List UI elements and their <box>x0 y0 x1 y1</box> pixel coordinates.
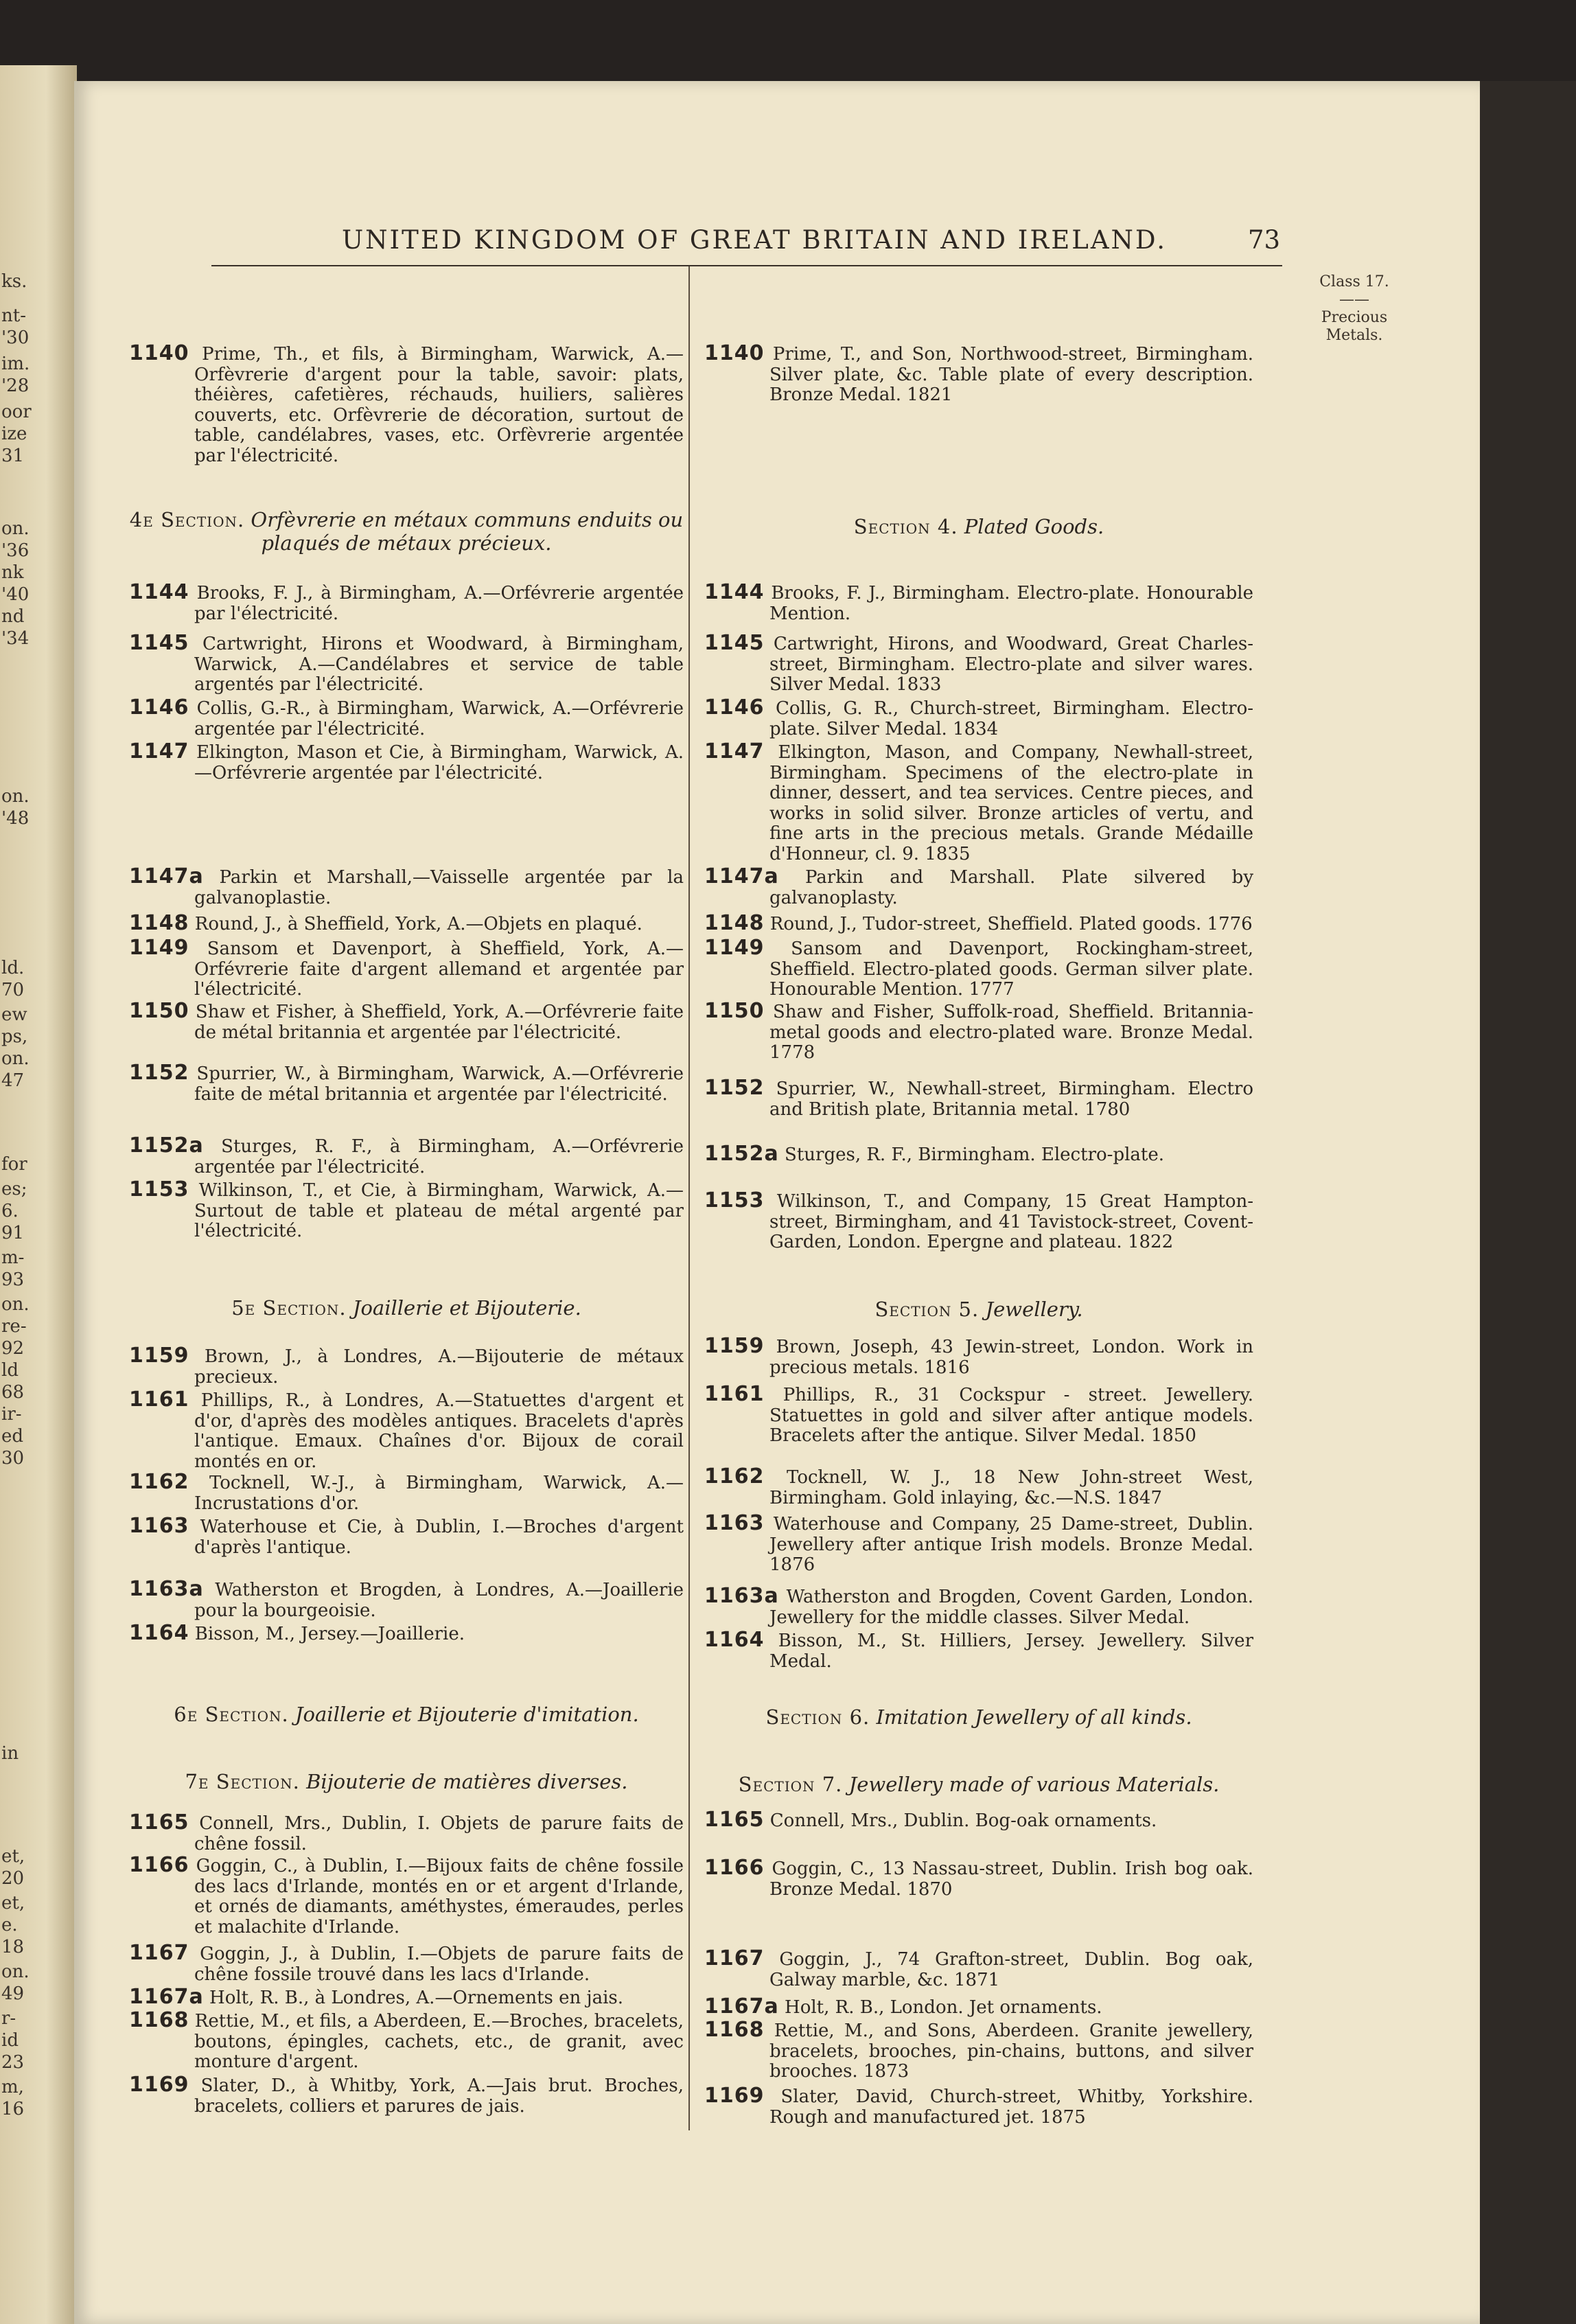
list-item <box>129 938 684 1000</box>
entry-number: 1145 <box>129 631 189 655</box>
margin-fragment: on. <box>1 786 30 807</box>
entry-text: Cartwright, Hirons et Woodward, à Birmingham, Warwick, A.—Candélabres et service de table argentés par l'électricité. <box>194 634 684 695</box>
section-title: Jewellery made of various Materials. <box>848 1773 1220 1796</box>
entry-number: 1168 <box>704 2018 765 2042</box>
entry-text: Prime, T., and Son, Northwood-street, Birmingham. Silver plate, &c. Table plate of every description. Bronze Medal. 1821 <box>769 344 1253 405</box>
margin-fragment: on. <box>1 518 30 539</box>
entry-number: 1149 <box>704 936 765 960</box>
list-item <box>129 1623 684 1645</box>
section-heading <box>129 1703 684 1726</box>
section-title: Plated Goods. <box>964 515 1104 538</box>
entry-text: Prime, Th., et fils, à Birmingham, Warwick, A.—Orfèvrerie d'argent pour la table, savoir: plats, théières, cafetières, réchauds, huiliers, salières couverts, etc. Orfèvrerie de décoration, surtout de table, candélabres, vases, etc. Orfèvrerie argentée par l'électricité. <box>194 344 684 466</box>
margin-fragment: 93 <box>1 1269 25 1290</box>
list-item <box>129 343 684 466</box>
entry-text: Collis, G.-R., à Birmingham, Warwick, A.—Orfévrerie argentée par l'électricité. <box>194 698 684 739</box>
margin-fragment: for <box>1 1154 27 1175</box>
entry-text: Rettie, M., et fils, a Aberdeen, E.—Broches, bracelets, boutons, épingles, cachets, etc., de granit, avec monture d'argent. <box>194 2011 684 2072</box>
list-item <box>129 741 684 783</box>
entry-number: 1149 <box>129 936 189 960</box>
entry-number: 1165 <box>704 1808 765 1832</box>
margin-fragment: 6. <box>1 1201 19 1221</box>
entry-number: 1169 <box>129 2073 189 2097</box>
entry-number: 1162 <box>704 1464 765 1488</box>
entry-text: Sansom and Davenport, Rockingham-street, Sheffield. Electro-plated goods. German silver plate. Honourable Mention. 1777 <box>769 939 1254 1000</box>
entry-number: 1153 <box>129 1177 189 1201</box>
entry-number: 1146 <box>129 695 189 720</box>
entry-number: 1147 <box>704 739 765 763</box>
section-heading <box>704 1298 1253 1321</box>
list-item <box>129 866 684 908</box>
list-item <box>704 913 1253 935</box>
entry-number: 1152 <box>704 1076 765 1100</box>
section-label: 7e Section. <box>185 1770 300 1793</box>
list-item <box>129 633 684 695</box>
section-heading <box>129 1770 684 1793</box>
header-rule <box>211 265 1282 266</box>
entry-number: 1159 <box>704 1334 765 1358</box>
entry-number: 1153 <box>704 1188 765 1212</box>
section-title: Jewellery. <box>985 1298 1083 1321</box>
side-note-line: Precious <box>1321 309 1388 326</box>
entry-text: Tocknell, W. J., 18 New John-street West, Birmingham. Gold inlaying, &c.—N.S. 1847 <box>769 1467 1253 1508</box>
entry-text: Wilkinson, T., et Cie, à Birmingham, Warwick, A.—Surtout de table et plateau de métal argenté par l'électricité. <box>194 1180 684 1241</box>
entry-text: Waterhouse et Cie, à Dublin, I.—Broches d'argent d'après l'antique. <box>194 1517 684 1558</box>
entry-text: Parkin et Marshall,—Vaisselle argentée par la galvanoplastie. <box>194 867 684 908</box>
side-note-line: Class 17. <box>1319 273 1389 290</box>
catalogue-page <box>74 81 1480 2324</box>
margin-fragment: '40 <box>1 584 30 605</box>
list-item <box>704 1630 1253 1672</box>
entry-number: 1168 <box>129 2008 189 2032</box>
list-item <box>704 343 1253 406</box>
margin-fragment: '48 <box>1 808 30 829</box>
list-item <box>704 1994 1253 2018</box>
section-title: Joaillerie et Bijouterie d'imitation. <box>294 1703 639 1726</box>
entry-number: 1147 <box>129 739 189 763</box>
entry-text: Brown, J., à Londres, A.—Bijouterie de métaux precieux. <box>194 1346 684 1388</box>
entry-number: 1144 <box>129 580 189 604</box>
entry-number: 1167 <box>129 1941 189 1965</box>
section-title: Bijouterie de matières diverses. <box>306 1770 628 1793</box>
class-side-note <box>1296 273 1413 345</box>
list-item <box>704 1466 1253 1508</box>
margin-fragment: ed <box>1 1426 24 1447</box>
margin-fragment: m- <box>1 1247 25 1268</box>
entry-text: Spurrier, W., Newhall-street, Birmingham. Electro and British plate, Britannia metal. 1780 <box>769 1079 1253 1120</box>
side-note-line: Metals. <box>1325 327 1383 344</box>
running-head: UNITED KINGDOM OF GREAT BRITAIN AND IRELAND. <box>342 225 1168 255</box>
list-item <box>704 1190 1253 1253</box>
entry-number: 1163 <box>704 1511 765 1535</box>
margin-fragment: 92 <box>1 1338 25 1359</box>
margin-fragment: ld <box>1 1360 19 1381</box>
list-item <box>129 1855 684 1937</box>
section-label: Section 6. <box>765 1705 870 1729</box>
list-item <box>129 695 684 739</box>
section-label: Section 5. <box>874 1298 980 1321</box>
margin-fragment: nd <box>1 606 25 627</box>
entry-number: 1163a <box>704 1584 779 1608</box>
entry-number: 1159 <box>129 1344 189 1368</box>
entry-text: Brown, Joseph, 43 Jewin-street, London. Work in precious metals. 1816 <box>769 1337 1254 1378</box>
entry-text: Elkington, Mason, and Company, Newhall-street, Birmingham. Specimens of the electro-plate in dinner, dessert, and tea services. Centre pieces, and works in solid silver. Bronze articles of vertu, and fine arts in the precious metals. Grande Médaille d'Honneur, cl. 9. 1835 <box>769 742 1254 864</box>
section-label: 5e Section. <box>231 1296 347 1320</box>
list-item <box>704 866 1253 908</box>
page-number: 73 <box>1248 225 1281 255</box>
entry-text: Tocknell, W.-J., à Birmingham, Warwick, A.—Incrustations d'or. <box>194 1473 684 1514</box>
margin-fragment: nt- <box>1 306 26 326</box>
list-item <box>129 1177 684 1242</box>
section-heading <box>129 1296 684 1320</box>
margin-fragment: ld. <box>1 958 25 978</box>
list-item <box>704 2086 1253 2128</box>
list-item <box>129 1063 684 1105</box>
entry-text: Goggin, C., 13 Nassau-street, Dublin. Irish bog oak. Bronze Medal. 1870 <box>769 1859 1253 1900</box>
entry-number: 1161 <box>129 1388 189 1412</box>
margin-fragment: 49 <box>1 1983 25 2004</box>
list-item <box>704 741 1253 864</box>
margin-fragment: nk <box>1 562 24 583</box>
margin-fragment: 20 <box>1 1868 25 1889</box>
entry-number: 1165 <box>129 1810 189 1834</box>
margin-fragment: ew <box>1 1004 27 1025</box>
margin-fragment: ks. <box>1 271 27 292</box>
entry-text: Goggin, J., 74 Grafton-street, Dublin. Bog oak, Galway marble, &c. 1871 <box>769 1949 1253 1990</box>
entry-text: Slater, D., à Whitby, York, A.—Jais brut. Broches, bracelets, colliers et parures de jais. <box>194 2075 684 2117</box>
margin-fragment: oor <box>1 402 32 422</box>
margin-fragment: 18 <box>1 1937 25 1957</box>
margin-fragment: 16 <box>1 2099 25 2119</box>
entry-text: Sansom et Davenport, à Sheffield, York, A.—Orfévrerie faite d'argent allemand et argentée par l'électricité. <box>194 939 684 1000</box>
entry-text: Parkin and Marshall. Plate silvered by galvanoplasty. <box>769 867 1254 908</box>
margin-fragment: ps, <box>1 1026 28 1047</box>
section-heading <box>704 515 1253 538</box>
entry-text: Phillips, R., 31 Cockspur - street. Jewellery. Statuettes in gold and silver after antique models. Bracelets after the antique. Silver Medal. 1850 <box>769 1385 1253 1446</box>
margin-fragment: e. <box>1 1915 18 1935</box>
margin-fragment: 23 <box>1 2052 25 2073</box>
entry-text: Goggin, C., à Dublin, I.—Bijoux faits de chêne fossile des lacs d'Irlande, montés en or et argent d'Irlande, et ornés de diamants, améthystes, émeraudes, perles et malachite d'Irlande. <box>194 1856 684 1937</box>
list-item <box>704 1586 1253 1628</box>
margin-fragment: et, <box>1 1846 25 1867</box>
list-item <box>129 1136 684 1177</box>
section-title: Orfèvrerie en métaux communs enduits ou plaqués de métaux précieux. <box>251 508 684 555</box>
list-item <box>129 1579 684 1621</box>
list-item <box>129 1390 684 1472</box>
list-item <box>704 1384 1253 1447</box>
entry-text: Brooks, F. J., à Birmingham, A.—Orfévrerie argentée par l'électricité. <box>194 583 684 624</box>
entry-text: Collis, G. R., Church-street, Birmingham. Electro-plate. Silver Medal. 1834 <box>769 698 1254 739</box>
entry-number: 1164 <box>704 1628 765 1652</box>
margin-fragment: on. <box>1 1294 30 1315</box>
margin-fragment: on. <box>1 1961 30 1982</box>
section-heading <box>704 1705 1253 1729</box>
entry-text: Round, J., Tudor-street, Sheffield. Plated goods. 1776 <box>769 914 1253 934</box>
page-header <box>74 225 1480 266</box>
list-item <box>704 582 1253 624</box>
list-item <box>129 1516 684 1558</box>
margin-fragment: 70 <box>1 980 25 1000</box>
list-item <box>129 913 684 935</box>
scan-background-right <box>1476 81 1576 2324</box>
margin-fragment: '28 <box>1 376 30 396</box>
entry-text: Round, J., à Sheffield, York, A.—Objets en plaqué. <box>194 914 642 934</box>
entry-number: 1164 <box>129 1621 189 1645</box>
entry-text: Sturges, R. F., à Birmingham, A.—Orfévrerie argentée par l'électricité. <box>194 1136 684 1177</box>
list-item <box>704 695 1254 739</box>
margin-fragment: m, <box>1 2077 24 2097</box>
entry-number: 1140 <box>704 341 765 365</box>
entry-number: 1152 <box>129 1061 189 1085</box>
entry-text: Bisson, M., St. Hilliers, Jersey. Jewellery. Silver Medal. <box>769 1631 1253 1672</box>
entry-number: 1144 <box>704 580 765 604</box>
entry-text: Shaw et Fisher, à Sheffield, York, A.—Orfévrerie faite de métal britannia et argentée par l'électricité. <box>194 1002 684 1043</box>
list-item <box>704 1513 1253 1576</box>
entry-number: 1167 <box>704 1946 765 1970</box>
margin-fragment: re- <box>1 1316 27 1337</box>
margin-fragment: in <box>1 1743 19 1764</box>
entry-number: 1152a <box>704 1142 779 1166</box>
list-item <box>129 2010 684 2073</box>
scan-background-top <box>0 0 1576 81</box>
margin-fragment: '36 <box>1 540 30 561</box>
entry-number: 1166 <box>704 1856 765 1880</box>
entry-text: Connell, Mrs., Dublin, I. Objets de parure faits de chêne fossil. <box>194 1813 684 1854</box>
entry-number: 1147a <box>704 864 779 888</box>
list-item <box>129 1472 684 1514</box>
margin-fragment: es; <box>1 1179 27 1199</box>
entry-number: 1147a <box>129 864 204 888</box>
list-item <box>704 2020 1253 2082</box>
entry-text: Phillips, R., à Londres, A.—Statuettes d'argent et d'or, d'après des modèles antiques. Bracelets d'après l'antique. Emaux. Chaînes d'or. Bijoux de corail montés en or. <box>194 1390 684 1472</box>
margin-fragment: 30 <box>1 1448 25 1469</box>
list-item <box>704 1144 1253 1166</box>
entry-number: 1162 <box>129 1470 189 1494</box>
margin-fragment: on. <box>1 1048 30 1069</box>
list-item <box>129 1943 684 1985</box>
section-label: 4e Section. <box>129 508 245 531</box>
entry-text: Connell, Mrs., Dublin. Bog-oak ornaments. <box>769 1810 1157 1831</box>
entry-text: Wilkinson, T., and Company, 15 Great Hampton-street, Birmingham, and 41 Tavistock-street, Covent-Garden, London. Epergne and plateau. 1822 <box>769 1191 1254 1252</box>
section-heading <box>704 1773 1253 1796</box>
entry-text: Slater, David, Church-street, Whitby, Yorkshire. Rough and manufactured jet. 1875 <box>769 2086 1254 2128</box>
margin-fragment: id <box>1 2030 19 2051</box>
margin-fragment: 47 <box>1 1070 25 1091</box>
section-title: Imitation Jewellery of all kinds. <box>876 1705 1192 1729</box>
section-title: Joaillerie et Bijouterie. <box>352 1296 581 1320</box>
entry-number: 1161 <box>704 1382 765 1406</box>
entry-text: Bisson, M., Jersey.—Joaillerie. <box>194 1624 465 1644</box>
entry-text: Waterhouse and Company, 25 Dame-street, Dublin. Jewellery after antique Irish models. Bronze Medal. 1876 <box>769 1514 1254 1575</box>
entry-number: 1163 <box>129 1514 189 1538</box>
entry-number: 1145 <box>704 631 765 655</box>
margin-fragment: et, <box>1 1893 25 1913</box>
side-note-line: —— <box>1339 291 1369 308</box>
entry-number: 1140 <box>129 341 189 365</box>
list-item <box>704 938 1253 1000</box>
entry-number: 1152a <box>129 1134 204 1158</box>
entry-text: Shaw and Fisher, Suffolk-road, Sheffield. Britannia-metal goods and electro-plated ware. Bronze Medal. 1778 <box>769 1002 1254 1063</box>
column-divider <box>688 266 690 2130</box>
list-item <box>704 633 1253 695</box>
margin-fragment: ize <box>1 424 27 444</box>
entry-number: 1166 <box>129 1853 189 1877</box>
entry-number: 1150 <box>129 999 189 1023</box>
list-item <box>129 1987 684 2009</box>
entry-text: Rettie, M., and Sons, Aberdeen. Granite jewellery, bracelets, brooches, pin-chains, buttons, and silver brooches. 1873 <box>769 2021 1253 2082</box>
margin-fragment: 31 <box>1 446 25 466</box>
margin-fragment: im. <box>1 354 30 374</box>
margin-fragment: '30 <box>1 327 30 348</box>
section-label: Section 7. <box>738 1773 843 1796</box>
entry-text: Holt, R. B., à Londres, A.—Ornements en jais. <box>209 1988 624 2008</box>
entry-number: 1148 <box>704 911 765 935</box>
entry-text: Goggin, J., à Dublin, I.—Objets de parure faits de chêne fossile trouvé dans les lacs d'Irlande. <box>194 1944 684 1985</box>
entry-number: 1163a <box>129 1577 204 1601</box>
entry-text: Elkington, Mason et Cie, à Birmingham, Warwick, A.—Orfévrerie argentée par l'électricité. <box>194 742 684 783</box>
entry-number: 1150 <box>704 999 765 1023</box>
list-item <box>704 1810 1253 1832</box>
entry-text: Sturges, R. F., Birmingham. Electro-plate. <box>785 1144 1164 1165</box>
entry-number: 1169 <box>704 2084 765 2108</box>
section-label: 6e Section. <box>174 1703 289 1726</box>
entry-text: Watherston et Brogden, à Londres, A.—Joaillerie pour la bourgeoisie. <box>194 1580 684 1621</box>
entry-number: 1148 <box>129 911 189 935</box>
margin-fragment: ir- <box>1 1404 22 1425</box>
section-heading <box>129 508 684 555</box>
entry-text: Watherston and Brogden, Covent Garden, London. Jewellery for the middle classes. Silver Medal. <box>769 1587 1254 1628</box>
entry-number: 1146 <box>704 695 765 720</box>
list-item <box>129 582 684 624</box>
list-item <box>129 1001 684 1043</box>
entry-number: 1167a <box>129 1985 204 2009</box>
list-item <box>704 1001 1253 1063</box>
entry-text: Spurrier, W., à Birmingham, Warwick, A.—Orfévrerie faite de métal britannia et argentée par l'électricité. <box>194 1063 684 1105</box>
section-label: Section 4. <box>853 515 958 538</box>
entry-text: Holt, R. B., London. Jet ornaments. <box>785 1997 1102 2018</box>
list-item <box>704 1078 1253 1120</box>
list-item <box>704 1336 1253 1378</box>
entry-text: Brooks, F. J., Birmingham. Electro-plate. Honourable Mention. <box>769 583 1253 624</box>
adjacent-page-edge <box>0 65 77 2324</box>
list-item <box>129 1810 684 1854</box>
list-item <box>704 1858 1253 1900</box>
margin-fragment: '34 <box>1 628 30 649</box>
entry-text: Cartwright, Hirons, and Woodward, Great Charles-street, Birmingham. Electro-plate and silver wares. Silver Medal. 1833 <box>769 634 1253 695</box>
list-item <box>129 2075 684 2117</box>
margin-fragment: r- <box>1 2008 16 2029</box>
margin-fragment: 91 <box>1 1223 25 1243</box>
entry-number: 1167a <box>704 1994 779 2018</box>
list-item <box>129 1346 684 1388</box>
margin-fragment: 68 <box>1 1382 25 1403</box>
list-item <box>704 1948 1253 1990</box>
